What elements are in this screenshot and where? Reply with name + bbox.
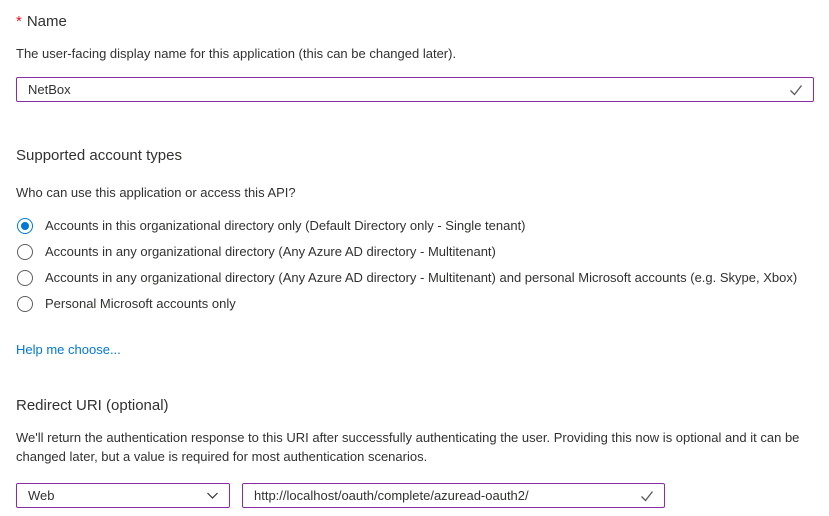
radio-option-label: Personal Microsoft accounts only — [45, 296, 236, 311]
radio-option-multitenant-personal[interactable] — [16, 265, 814, 291]
name-input[interactable] — [16, 77, 814, 102]
account-types-section — [16, 146, 814, 359]
radio-button-icon — [17, 270, 33, 286]
checkmark-icon — [639, 488, 655, 504]
platform-select[interactable] — [16, 483, 230, 508]
name-label: Name — [26, 13, 67, 30]
account-types-heading: Supported account types — [16, 147, 182, 164]
redirect-uri-value: http://localhost/oauth/complete/azuread-oauth2/ — [254, 488, 529, 503]
radio-option-label: Accounts in any organizational directory (Any Azure AD directory - Multitenant) and personal Microsoft accounts (e.g. Skype, Xbox) — [45, 270, 798, 285]
account-types-radio-group — [16, 213, 814, 317]
radio-button-icon — [17, 244, 33, 260]
radio-option-single-tenant[interactable] — [16, 213, 814, 239]
name-section-heading — [16, 12, 814, 32]
account-types-question: Who can use this application or access this API? — [16, 185, 296, 200]
redirect-uri-description: We'll return the authentication response to this URI after successfully authenticating the user. Providing this now is optional and it can be changed later, but a value is required for most authentication scenarios. — [16, 430, 800, 464]
redirect-uri-heading: Redirect URI (optional) — [16, 397, 169, 414]
platform-select-value: Web — [28, 488, 55, 503]
name-input-value: NetBox — [28, 82, 71, 97]
redirect-uri-section — [16, 396, 814, 508]
redirect-uri-row — [16, 483, 814, 508]
checkmark-icon — [788, 82, 804, 98]
required-asterisk: * — [16, 13, 22, 30]
radio-option-label: Accounts in any organizational directory (Any Azure AD directory - Multitenant) — [45, 244, 496, 259]
radio-button-icon — [17, 218, 33, 234]
radio-option-label: Accounts in this organizational directory only (Default Directory only - Single tenant) — [45, 218, 526, 233]
radio-button-icon — [17, 296, 33, 312]
name-description: The user-facing display name for this application (this can be changed later). — [16, 46, 457, 61]
redirect-uri-input[interactable] — [242, 483, 665, 508]
radio-option-multitenant[interactable] — [16, 239, 814, 265]
radio-option-personal-only[interactable] — [16, 291, 814, 317]
chevron-down-icon — [205, 488, 220, 503]
help-me-choose-link[interactable]: Help me choose... — [16, 342, 121, 357]
